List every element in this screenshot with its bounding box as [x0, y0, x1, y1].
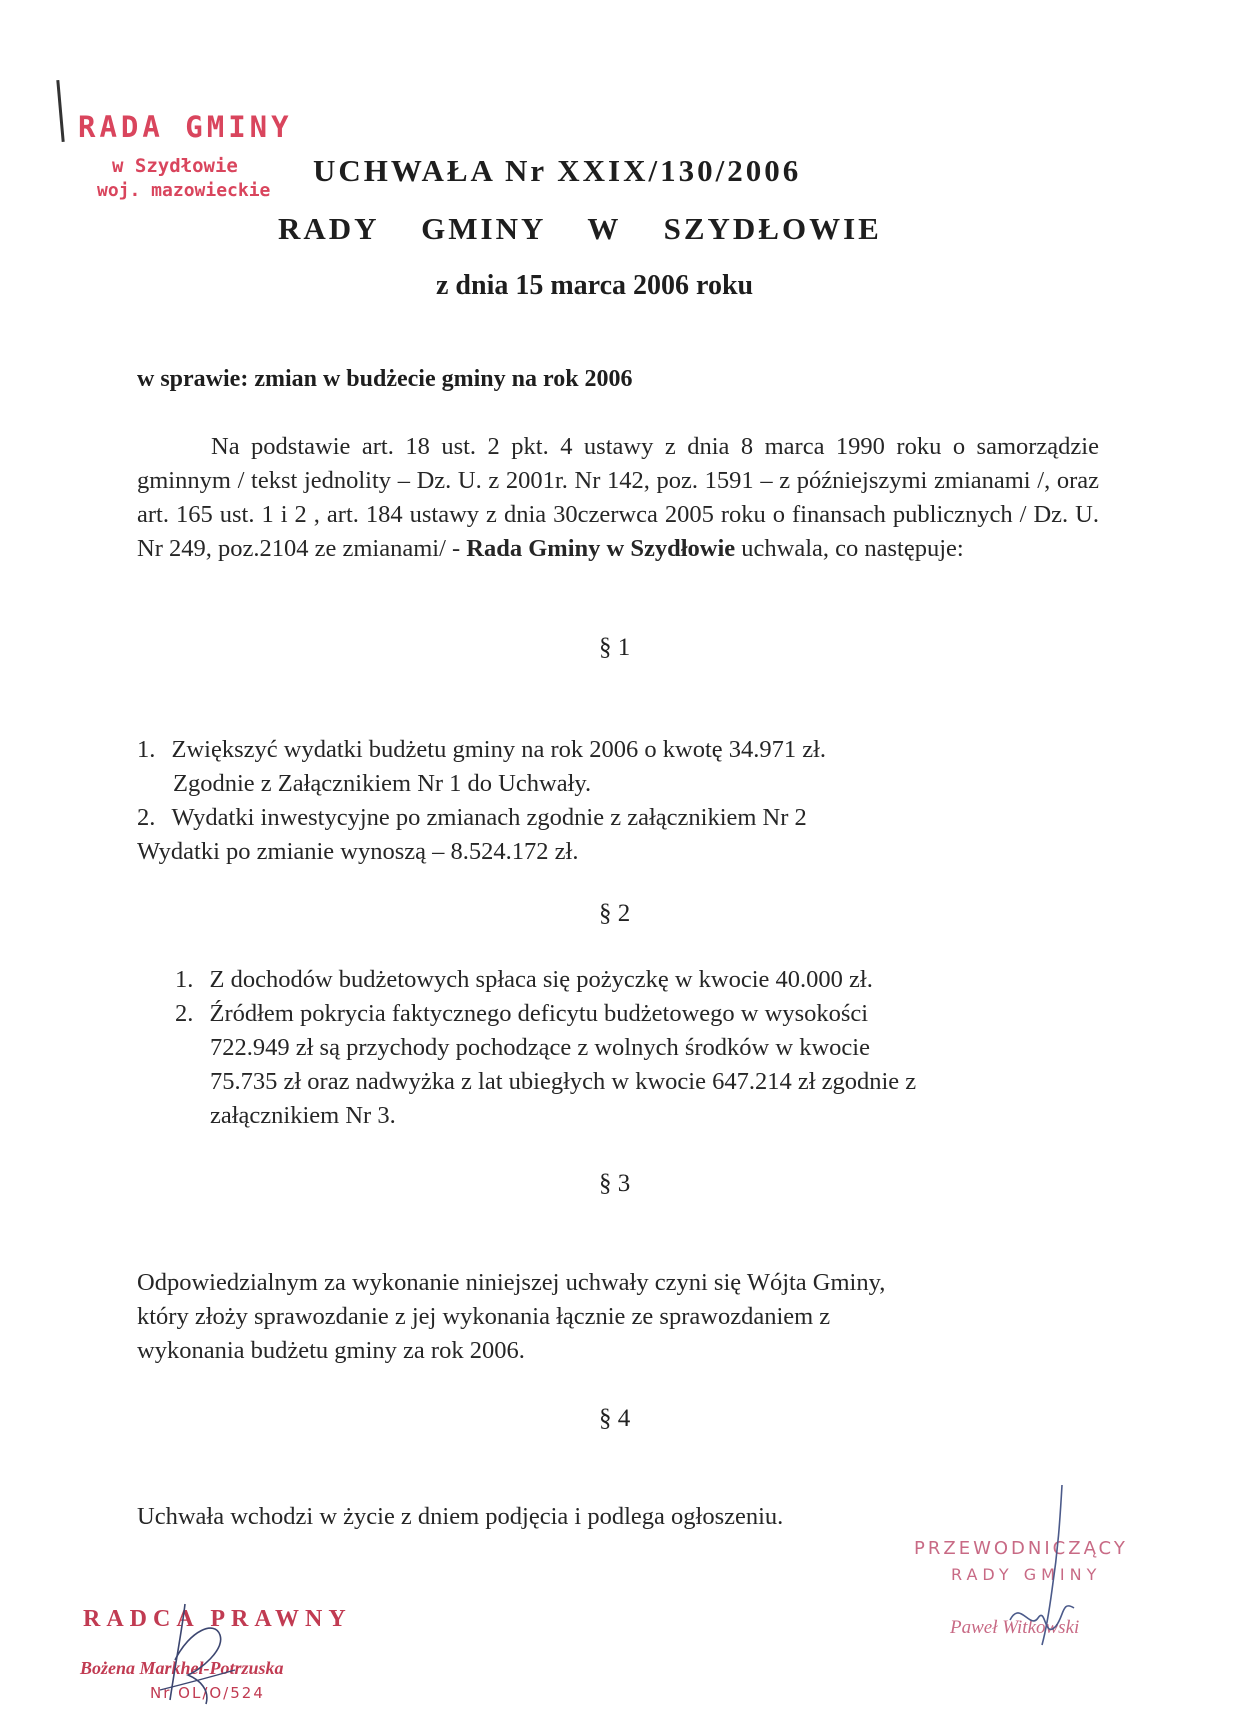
item-text: Wydatki inwestycyjne po zmianach zgodnie z załącznikiem Nr 2: [171, 804, 807, 831]
list-item: [175, 997, 916, 1031]
stamp-rada-gminy-place: w Szydłowie: [112, 155, 238, 177]
legal-basis-paragraph: [137, 430, 1099, 566]
section-3-text: [137, 1266, 885, 1368]
stamp-rada-gminy-region: woj. mazowieckie: [97, 180, 271, 201]
stamp-rada-gminy: RADA GMINY: [78, 110, 293, 144]
list-item: [175, 963, 916, 997]
stamp-legal-counsel-number: Nr OL/O/524: [150, 1684, 265, 1702]
section-2-heading: § 2: [599, 900, 631, 927]
section-1-heading: § 1: [599, 634, 631, 661]
document-subject: w sprawie: zmian w budżecie gminy na rok 2006: [137, 366, 633, 392]
stamp-legal-counsel: RADCA PRAWNY: [83, 1606, 352, 1632]
document-issuer: RADY GMINY W SZYDŁOWIE: [278, 211, 882, 246]
section-3-heading: § 3: [599, 1170, 631, 1197]
stamp-legal-counsel-name: Bożena Markhel-Potrzuska: [80, 1658, 284, 1678]
section-4-text: [137, 1500, 783, 1534]
item-text-continued: 722.949 zł są przychody pochodzące z wolnych środków w kwocie: [210, 1034, 870, 1061]
chairman-signature: [1000, 1480, 1110, 1650]
paragraph-line: wykonania budżetu gminy za rok 2006.: [137, 1337, 525, 1364]
section-4-heading: § 4: [599, 1405, 631, 1432]
item-text: Źródłem pokrycia faktycznego deficytu budżetowego w wysokości: [209, 1000, 869, 1027]
list-item: [137, 733, 826, 767]
item-number: 1.: [137, 736, 156, 763]
item-number: 2.: [137, 804, 156, 831]
paragraph-line: Odpowiedzialnym za wykonanie niniejszej uchwały czyni się Wójta Gminy,: [137, 1269, 886, 1296]
legal-basis-text: Na podstawie art. 18 ust. 2 pkt. 4 ustawy z dnia 8 marca 1990 roku o samorządzie gminnym / tekst jednolity – Dz. U. z 2001r. Nr 142, poz. 1591 – z późniejszymi zmianami /, oraz art. 165 ust. 1 i 2 , art. 184 ustawy z dnia 30czerwca 2005 roku o finansach publicznych / Dz. U. Nr 249, poz.2104 ze zmianami/ -: [137, 433, 1099, 562]
item-text: Z dochodów budżetowych spłaca się pożyczkę w kwocie 40.000 zł.: [209, 966, 873, 993]
paragraph-line: który złoży sprawozdanie z jej wykonania łącznie ze sprawozdaniem z: [137, 1303, 831, 1330]
item-number: 1.: [175, 966, 194, 993]
document-date: z dnia 15 marca 2006 roku: [436, 270, 754, 301]
item-text-continued: 75.735 zł oraz nadwyżka z lat ubiegłych w kwocie 647.214 zł zgodnie z: [210, 1068, 917, 1095]
stamp-chairman-name: Paweł Witkowski: [950, 1617, 1080, 1638]
section-1-list: [137, 733, 826, 869]
legal-counsel-signature: [140, 1600, 250, 1708]
item-text-continued: Zgodnie z Załącznikiem Nr 1 do Uchwały.: [173, 770, 592, 797]
section-2-list: [175, 963, 916, 1133]
expenses-total-line: Wydatki po zmianie wynoszą – 8.524.172 zł.: [137, 838, 579, 865]
document-title: UCHWAŁA Nr XXIX/130/2006: [313, 153, 802, 188]
stamp-chairman-title: PRZEWODNICZĄCY: [914, 1538, 1128, 1559]
legal-basis-closing: uchwala, co następuje:: [735, 535, 964, 562]
item-number: 2.: [175, 1000, 194, 1027]
stamp-edge-mark: [56, 80, 64, 142]
paragraph-line: Uchwała wchodzi w życie z dniem podjęcia i podlega ogłoszeniu.: [137, 1503, 784, 1530]
item-text-continued: załącznikiem Nr 3.: [210, 1102, 396, 1129]
list-item: [137, 801, 826, 835]
stamp-chairman-council: RADY GMINY: [951, 1565, 1102, 1584]
council-name: Rada Gminy w Szydłowie: [466, 535, 736, 562]
item-text: Zwiększyć wydatki budżetu gminy na rok 2006 o kwotę 34.971 zł.: [171, 736, 827, 763]
